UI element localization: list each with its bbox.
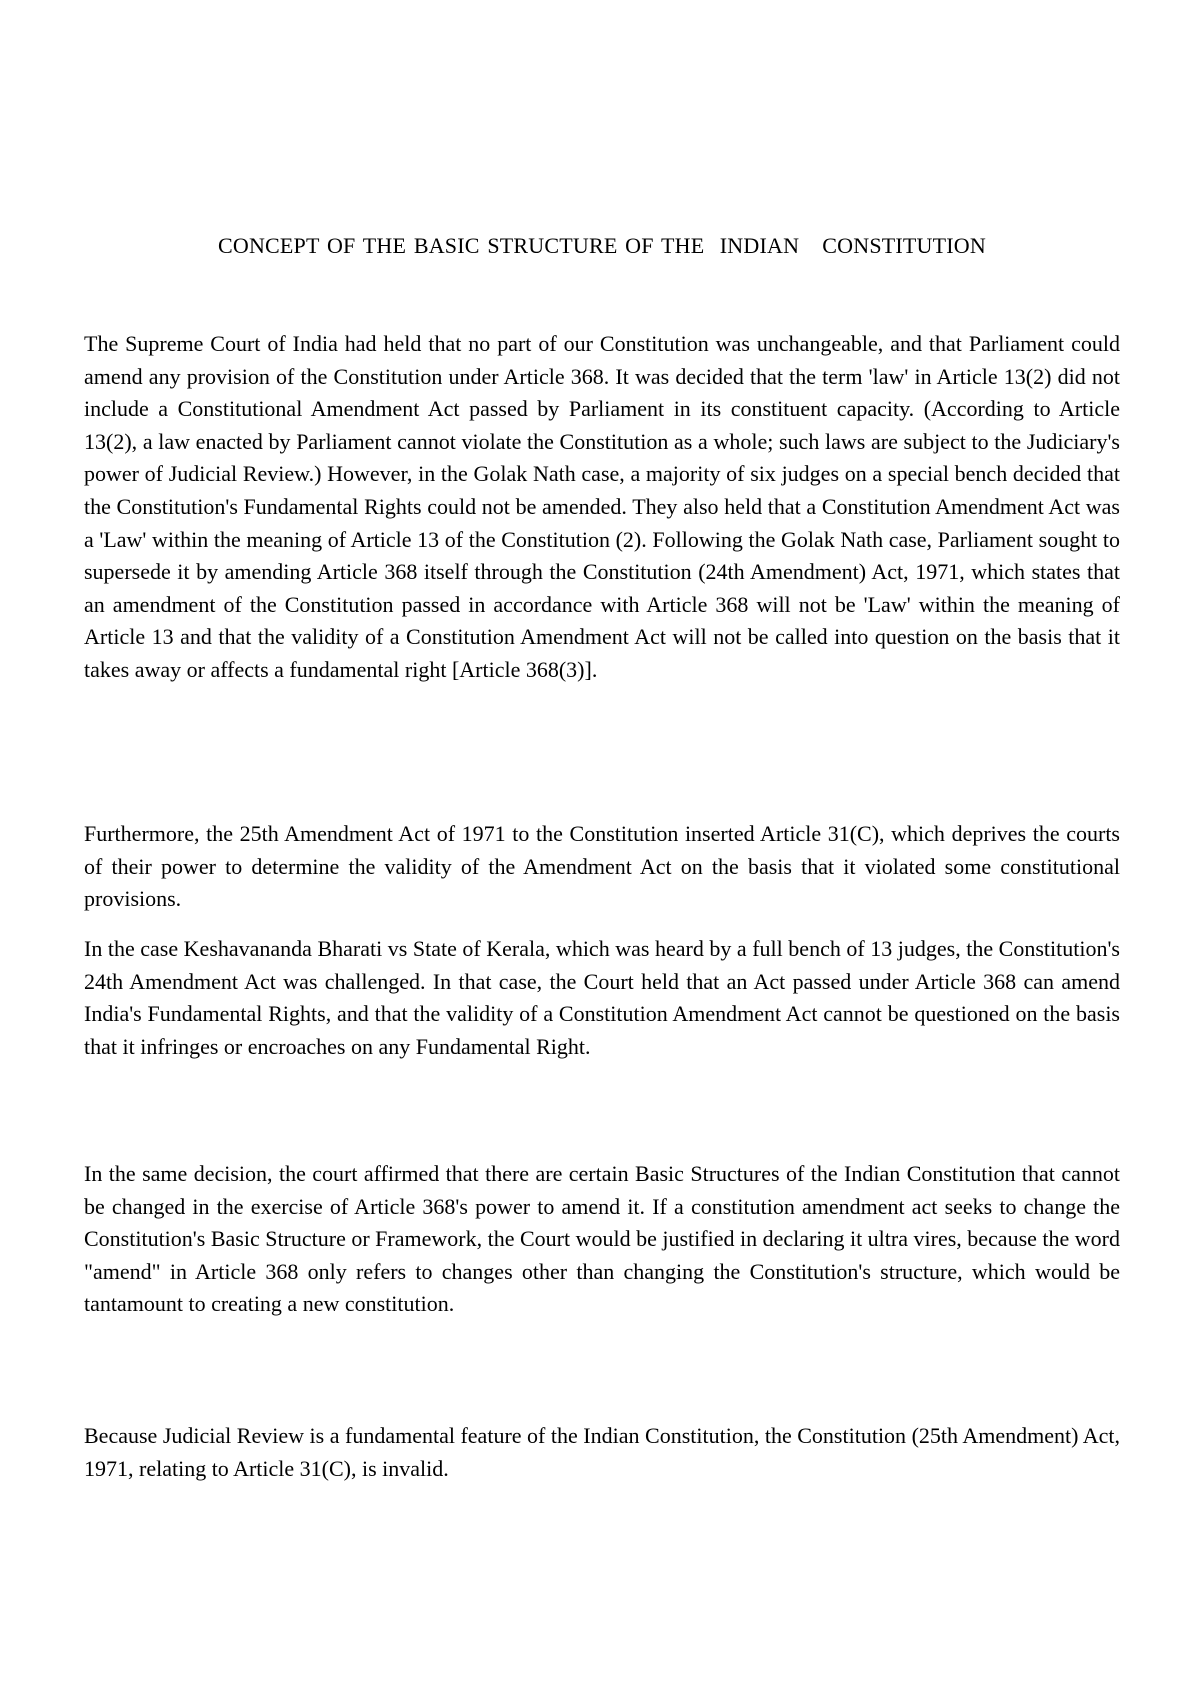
document-title: CONCEPT OF THE BASIC STRUCTURE OF THE INDIAN CONSTITUTION xyxy=(218,233,986,258)
paragraph-keshavananda: In the case Keshavananda Bharati vs State of Kerala, which was heard by a full bench of 13 judges, the Constitution's 24th Amendment Act was challenged. In that case, the Court held that an Act passed under Article 368 can amend India's Fundamental Rights, and that the validity of a Constitution Amendment Act cannot be questioned on the basis that it infringes or encroaches on any Fundamental Right. xyxy=(84,936,1120,1059)
paragraph-judicial-review: Because Judicial Review is a fundamental feature of the Indian Constitution, the Constitution (25th Amendment) Act, 1971, relating to Article 31(C), is invalid. xyxy=(84,1423,1120,1481)
paragraph-golak-nath: The Supreme Court of India had held that no part of our Constitution was unchangeable, and that Parliament could amend any provision of the Constitution under Article 368. It was decided that the term 'law' in Article 13(2) did not include a Constitutional Amendment Act passed by Parliament in its constituent capacity. (According to Article 13(2), a law enacted by Parliament cannot violate the Constitution as a whole; such laws are subject to the Judiciary's power of Judicial Review.) However, in the Golak Nath case, a majority of six judges on a special bench decided that the Constitution's Fundamental Rights could not be amended. They also held that a Constitution Amendment Act was a 'Law' within the meaning of Article 13 of the Constitution (2). Following the Golak Nath case, Parliament sought to supersede it by amending Article 368 itself through the Constitution (24th Amendment) Act, 1971, which states that an amendment of the Constitution passed in accordance with Article 368 will not be 'Law' within the meaning of Article 13 and that the validity of a Constitution Amendment Act will not be called into question on the basis that it takes away or affects a fundamental right [Article 368(3)]. xyxy=(84,331,1120,682)
paragraph-25th-amendment: Furthermore, the 25th Amendment Act of 1971 to the Constitution inserted Article 31(C), which deprives the courts of their power to determine the validity of the Amendment Act on the basis that it violated some constitutional provisions. xyxy=(84,821,1120,912)
paragraph-basic-structure: In the same decision, the court affirmed that there are certain Basic Structures of the Indian Constitution that cannot be changed in the exercise of Article 368's power to amend it. If a constitution amendment act seeks to change the Constitution's Basic Structure or Framework, the Court would be justified in declaring it ultra vires, because the word "amend" in Article 368 only refers to changes other than changing the Constitution's structure, which would be tantamount to creating a new constitution. xyxy=(84,1161,1120,1317)
